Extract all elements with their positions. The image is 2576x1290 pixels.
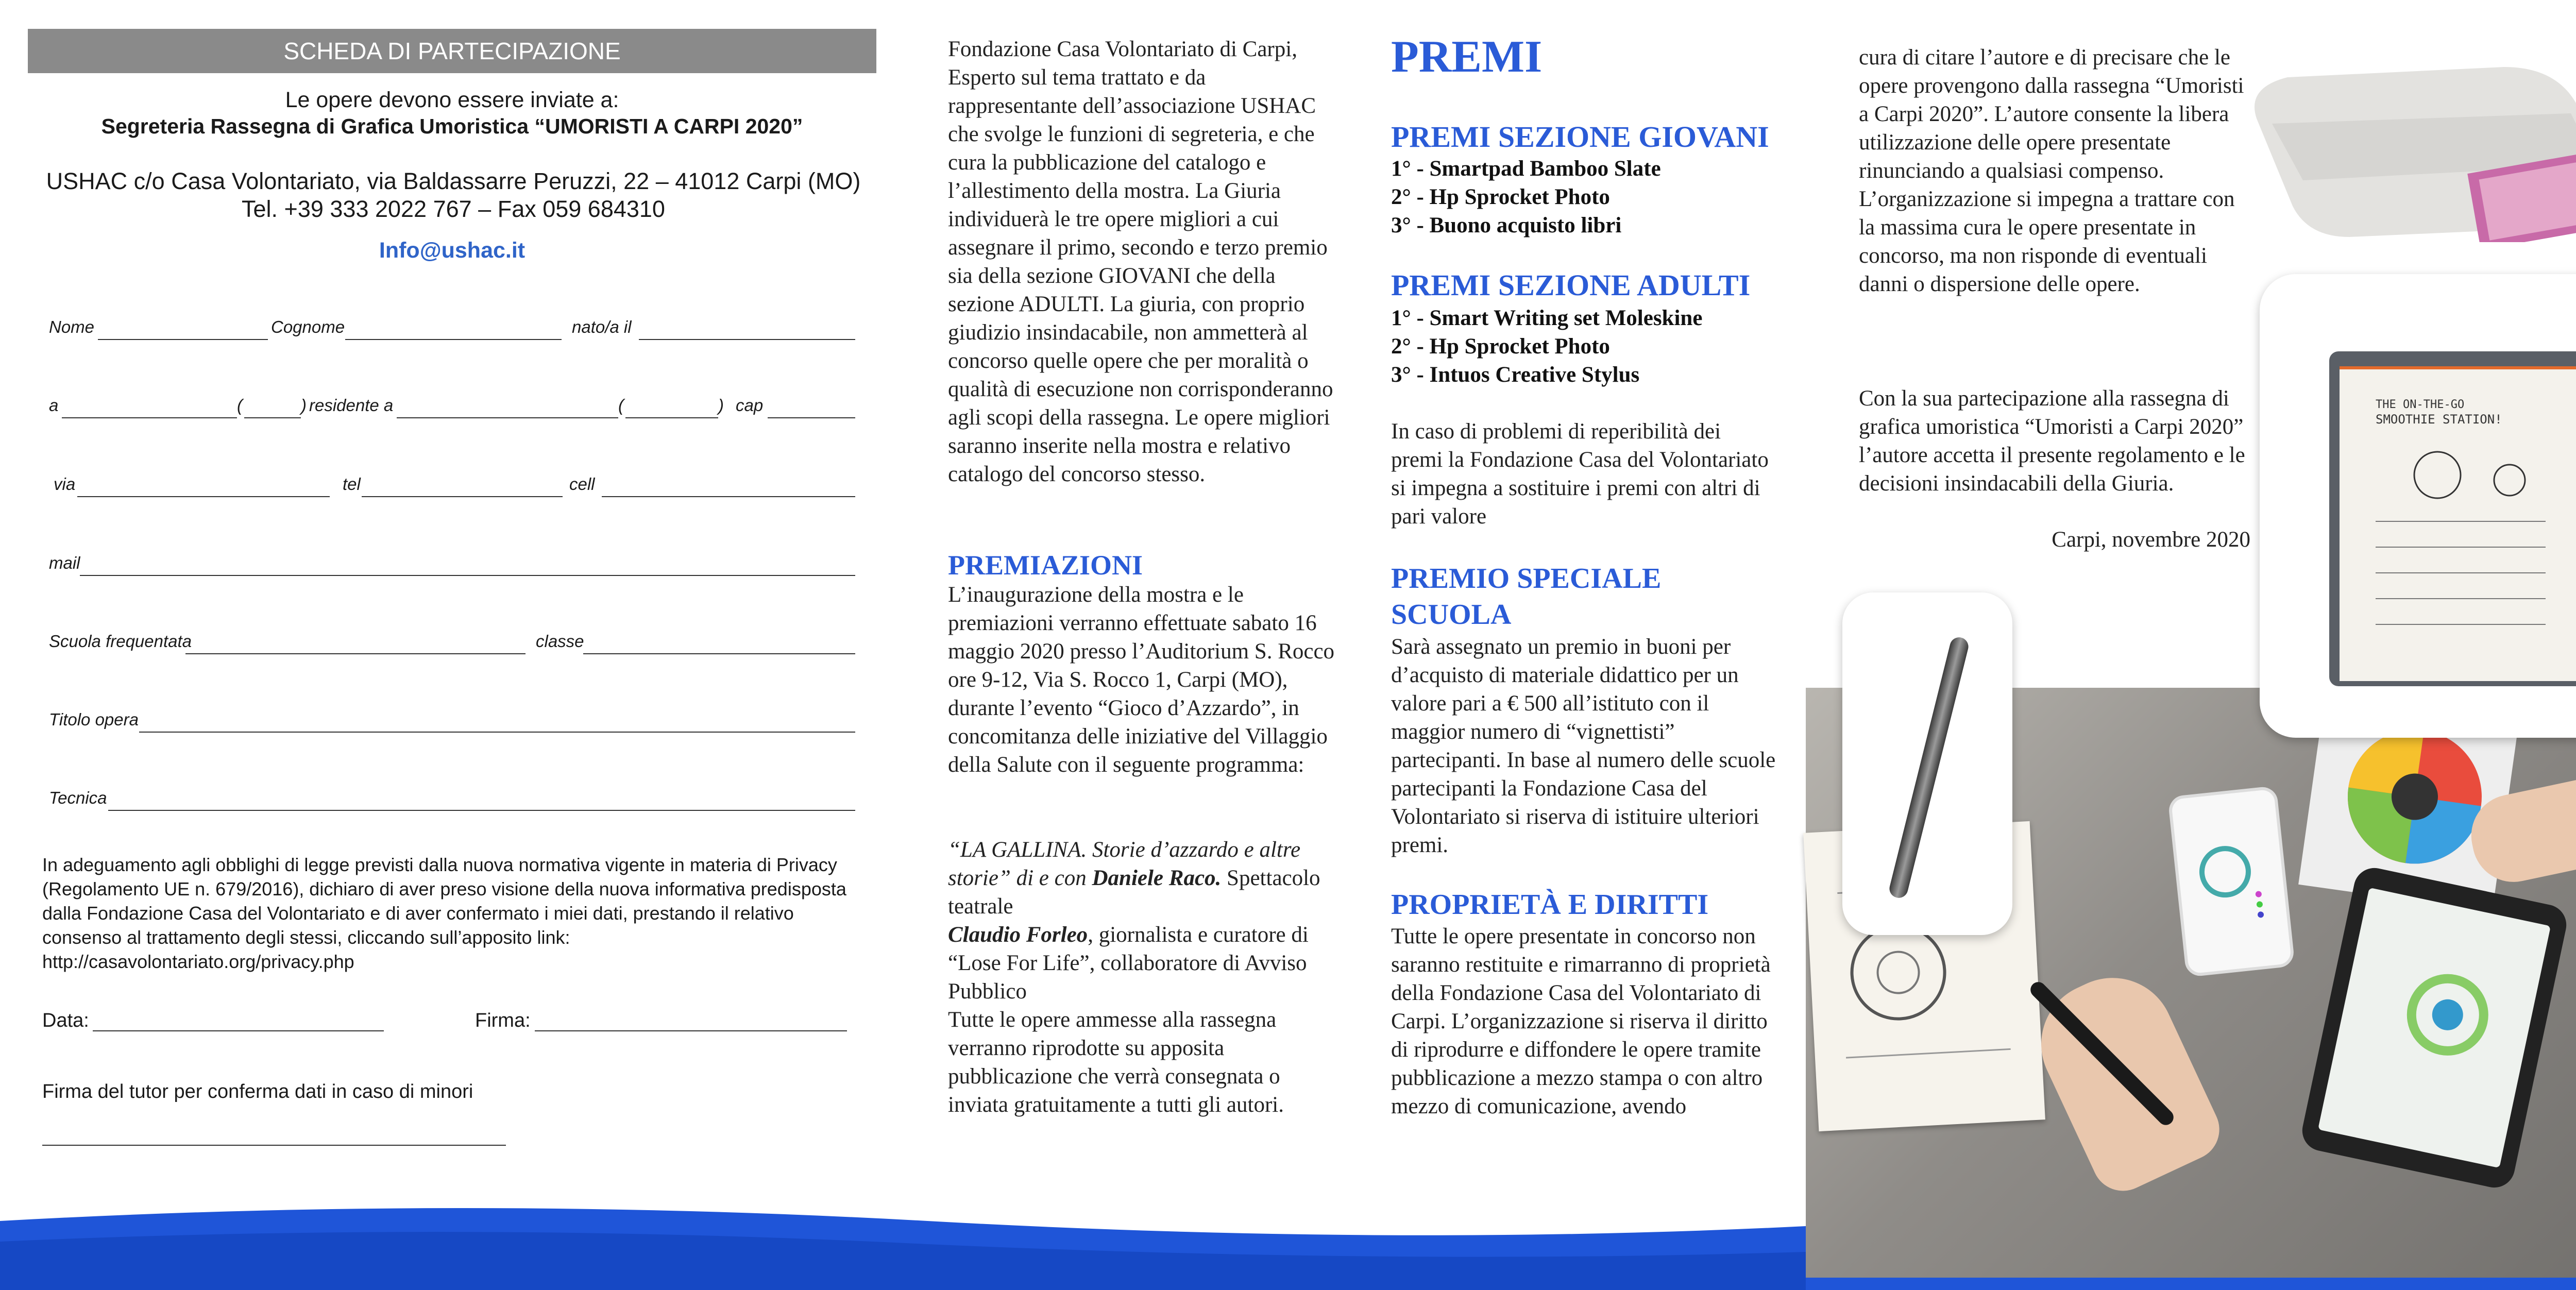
email-link[interactable]: Info@ushac.it [379,238,526,263]
printer-image [2226,57,2576,242]
tutor-label: Firma del tutor per conferma dati in caso di minori [42,1081,473,1102]
field-titolo[interactable] [139,732,855,733]
speaker-name: Claudio Forleo [948,923,1088,947]
adulti-1: 1° - Smart Writing set Moleskine [1391,306,1703,330]
bottom-wave [0,1175,2576,1290]
stylus-card [1842,592,2012,935]
label-nato: nato/a il [572,317,632,336]
smartpad-card [2260,274,2576,738]
svg-text:THE ON-THE-GO: THE ON-THE-GO [2376,398,2465,411]
premiazioni-title: PREMIAZIONI [948,550,1143,581]
label-titolo: Titolo opera [49,710,139,729]
form-row-mail [46,550,860,576]
acceptance-text: Con la sua partecipazione alla rassegna di grafica umoristica “Umoristi a Carpi 2020” l’autore accetta il presente regolamento e le decisioni insindacabili della Giuria. [1859,386,2245,496]
reperibilita-text: In caso di problemi di reperibilità dei premi la Fondazione Casa del Volontariato si impegna a sostituire i premi con altri di pari valore [1391,419,1769,529]
intuos-stylus-image [1888,635,1971,899]
smartpad-image [2329,351,2576,686]
field-scuola[interactable] [185,653,526,654]
giovani-3: 3° - Buono acquisto libri [1391,213,1622,237]
program-text [948,836,1340,1119]
giovani-2: 2° - Hp Sprocket Photo [1391,185,1610,209]
label-nome: Nome [49,317,95,336]
data-label: Data: [42,1010,89,1031]
phone: Tel. +39 333 2022 767 – Fax 059 684310 [242,196,665,222]
field-tel[interactable] [362,496,563,497]
form-row-residence: a ( ) residente a ( ) cap [46,393,860,418]
field-nato[interactable] [639,339,855,340]
form-row-name [46,314,860,340]
field-classe[interactable] [583,653,855,654]
field-via[interactable] [77,496,330,497]
speciale-title: PREMIO SPECIALE SCUOLA [1391,563,1662,631]
data-field[interactable] [93,1030,384,1031]
field-birthplace[interactable] [62,417,237,418]
speciale-text: Sarà assegnato un premio in buoni per d’acquisto di materiale didattico per un valore pari a € 500 all’istituto con il maggior numero di “vignettisti” partecipanti. In base al numero delle scuole partecipanti la Fondazione Casa del Volontariato si riserva di istituire ulteriori premi. [1391,635,1776,857]
field-nome[interactable] [98,339,268,340]
premiazioni-text: L’inaugurazione della mostra e le premiazioni verranno effettuate sabato 16 maggio 2020 presso l’Auditorium S. Rocco ore 9-12, Via S. Rocco 1, Carpi (MO), durante l’evento “Gioco d’Azzardo”, in concomitanza delle iniziative del Villaggio della Salute con il seguente programma: [948,583,1335,777]
address: USHAC c/o Casa Volontariato, via Baldassarre Peruzzi, 22 – 41012 Carpi (MO) [46,168,861,194]
field-birthprov[interactable] [244,417,301,418]
adulti-title: PREMI SEZIONE ADULTI [1391,268,1751,302]
label-scuola: Scuola frequentata [49,632,192,651]
rights-continued-text: cura di citare l’autore e di precisare che le opere provengono dalla rassegna “Umoristi a Carpi 2020”. L’autore consente la libera utilizzazione delle opere presentate rinunciando a qualsiasi compenso. L’organizzazione si impegna a trattare con la massima cura le opere presentate in concorso, ma non risponde di eventuali danni o dispersione delle opere. [1859,45,2244,296]
form-header: SCHEDA DI PARTECIPAZIONE [28,29,876,73]
diritti-text: Tutte le opere presentate in concorso non saranno restituite e rimarranno di proprietà della Fondazione Casa del Volontariato di Carpi. L’organizzazione si riserva il diritto di riprodurre e diffondere le opere tramite pubblicazione a mezzo stampa o con altro mezzo di comunicazione, avendo [1391,924,1771,1118]
show-author: Daniele Raco. [1092,866,1222,890]
field-resprov[interactable] [625,417,718,418]
field-residence[interactable] [397,417,618,418]
signoff: Carpi, novembre 2020 [2052,528,2250,552]
adulti-2: 2° - Hp Sprocket Photo [1391,334,1610,359]
field-tecnica[interactable] [108,810,855,811]
send-to-label: Le opere devono essere inviate a: [285,88,619,112]
form-row-title [46,707,860,733]
firma-field[interactable] [535,1030,847,1031]
show-rest: Spettacolo teatrale [948,866,1320,919]
label-via: via [54,474,76,494]
speaker-rest: , giornalista e curatore di “Lose For Life”, collaboratore di Avviso Pubblico [948,923,1309,1004]
label-mail: mail [49,553,80,572]
phone-image [2167,786,2295,977]
closing-text: Tutte le opere ammesse alla rassegna verranno riprodotte su apposita pubblicazione che verrà consegnata o inviata gratuitamente a tutti gli autori. [948,1008,1284,1117]
show-title: “LA GALLINA. Storie d’azzardo e altre storie” di e con [948,838,1301,890]
jury-text: Fondazione Casa Volontariato di Carpi, Esperto sul tema trattato e da rappresentante dell’associazione USHAC che svolge le funzioni di segreteria, e che cura la pubblicazione del catalogo e l’allestimento della mostra. La Giuria individuerà le tre opere migliori a cui assegnare il primo, secondo e terzo premio sia della sezione GIOVANI che della sezione ADULTI. La giuria, con proprio giudizio insindacabile, non ammetterà al concorso quelle opere che per moralità o qualità di esecuzione non corrisponderanno agli scopi della rassegna. Le opere migliori saranno inserite nella mostra e relativo catalogo del concorso stesso. [948,37,1333,486]
label-tecnica: Tecnica [49,788,107,807]
privacy-notice: In adeguamento agli obblighi di legge previsti dalla nuova normativa vigente in materia di Privacy (Regolamento UE n. 679/2016), dichiaro di aver preso visione della nuova informativa predisposta dalla Fondazione Casa del Volontariato e di aver confermato i miei dati, prestando il relativo consenso al trattamento degli stessi, cliccando sull’apposito link: http://casavolontariato.org/privacy.php [42,854,846,972]
label-residente: residente a [309,396,394,415]
giovani-1: 1° - Smartpad Bamboo Slate [1391,157,1661,181]
adulti-3: 3° - Intuos Creative Stylus [1391,363,1640,387]
label-cognome: Cognome [271,317,345,336]
label-cap: cap [736,396,764,415]
firma-label: Firma: [475,1010,531,1031]
tutor-signature-field[interactable] [42,1145,506,1146]
field-mail[interactable] [80,575,855,576]
secretariat: Segreteria Rassegna di Grafica Umoristica “UMORISTI A CARPI 2020” [101,114,803,138]
label-a: a [49,396,59,415]
form-row-technique [46,785,860,811]
tablet-image [2298,864,2570,1191]
form-row-contacts [46,471,860,497]
diritti-title: PROPRIETÀ E DIRITTI [1391,889,1709,921]
label-tel: tel [343,474,361,494]
premi-title: PREMI [1391,32,1543,82]
field-cognome[interactable] [345,339,562,340]
field-cap[interactable] [768,417,855,418]
label-cell: cell [569,474,595,494]
svg-text:SMOOTHIE STATION!: SMOOTHIE STATION! [2376,412,2502,427]
label-classe: classe [536,632,584,651]
field-cell[interactable] [602,496,855,497]
form-row-school [46,629,860,654]
giovani-title: PREMI SEZIONE GIOVANI [1391,120,1769,154]
